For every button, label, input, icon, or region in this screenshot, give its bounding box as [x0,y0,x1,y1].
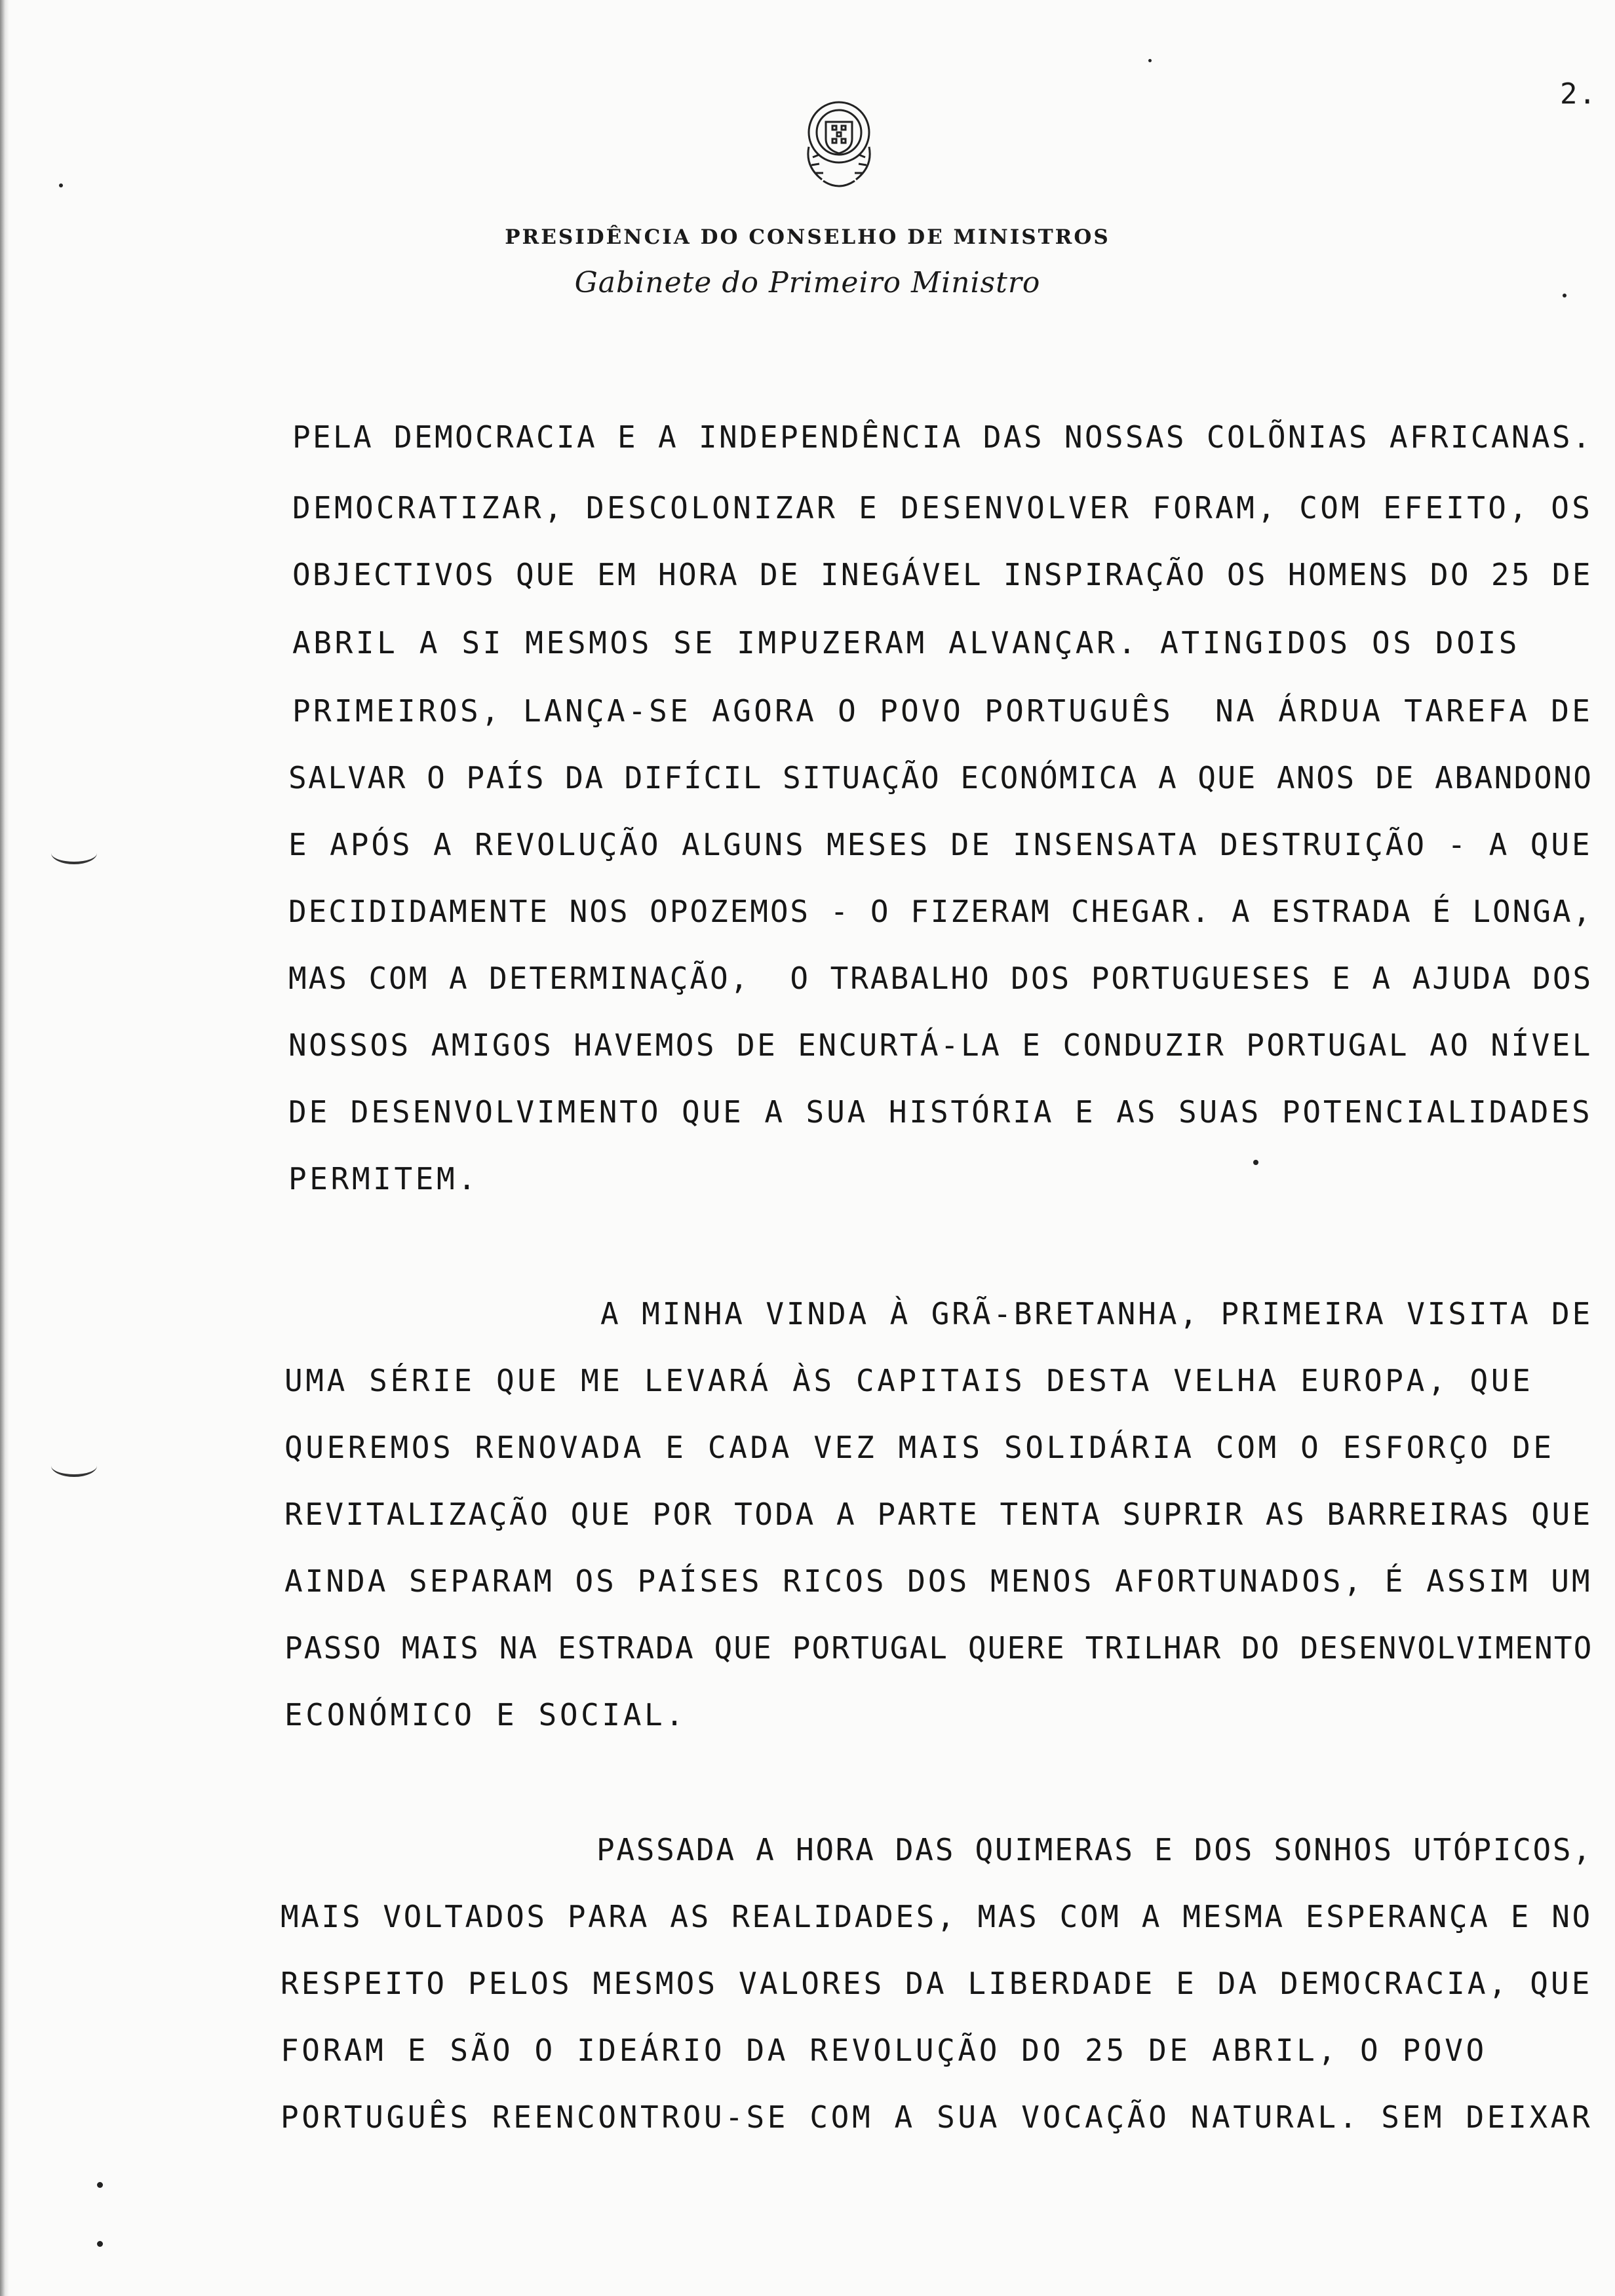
paragraph-1-line: PRIMEIROS, LANÇA-SE AGORA O POVO PORTUGUÊS NA ÁRDUA TAREFA DE [292,693,1593,729]
scan-mark [51,1455,97,1477]
paragraph-1-line: OBJECTIVOS QUE EM HORA DE INEGÁVEL INSPIRAÇÃO OS HOMENS DO 25 DE [292,557,1593,592]
paragraph-2-line: UMA SÉRIE QUE ME LEVARÁ ÀS CAPITAIS DESTA VELHA EUROPA, QUE [284,1363,1534,1398]
scan-speck [97,2241,103,2247]
scan-mark [51,842,97,864]
paragraph-1-line: DECIDIDAMENTE NOS OPOZEMOS - O FIZERAM CHEGAR. A ESTRADA É LONGA, [288,894,1593,929]
paragraph-1-line: DE DESENVOLVIMENTO QUE A SUA HISTÓRIA E AS SUAS POTENCIALIDADES [288,1094,1593,1130]
page-number: 2. [1560,77,1597,111]
scan-speck [97,2182,103,2188]
paragraph-1-line: NOSSOS AMIGOS HAVEMOS DE ENCURTÁ-LA E CONDUZIR PORTUGAL AO NÍVEL [288,1027,1593,1063]
paragraph-2-line: AINDA SEPARAM OS PAÍSES RICOS DOS MENOS AFORTUNADOS, É ASSIM UM [284,1563,1593,1599]
scan-speck [1148,59,1152,62]
scan-speck [1253,1160,1258,1165]
office-title: Gabinete do Primeiro Ministro [574,266,1041,299]
scan-speck [59,183,63,187]
coat-of-arms-seal-icon [787,92,891,197]
paragraph-2-line: REVITALIZAÇÃO QUE POR TODA A PARTE TENTA SUPRIR AS BARREIRAS QUE [284,1497,1593,1532]
paragraph-3-line: PORTUGUÊS REENCONTROU-SE COM A SUA VOCAÇÃO NATURAL. SEM DEIXAR [281,2099,1593,2135]
paragraph-1-line: SALVAR O PAÍS DA DIFÍCIL SITUAÇÃO ECONÓMICA A QUE ANOS DE ABANDONO [288,760,1593,795]
paragraph-1-line: PELA DEMOCRACIA E A INDEPENDÊNCIA DAS NOSSAS COLÕNIAS AFRICANAS. [292,419,1593,455]
paragraph-3-line: RESPEITO PELOS MESMOS VALORES DA LIBERDADE E DA DEMOCRACIA, QUE [281,1966,1593,2001]
paragraph-1-line: DEMOCRATIZAR, DESCOLONIZAR E DESENVOLVER FORAM, COM EFEITO, OS [292,490,1593,526]
binding-edge [0,0,9,2296]
paragraph-2-line: A MINHA VINDA À GRÃ-BRETANHA, PRIMEIRA VISITA DE [600,1296,1593,1331]
organization-title: PRESIDÊNCIA DO CONSELHO DE MINISTROS [505,225,1110,249]
paragraph-1-line: E APÓS A REVOLUÇÃO ALGUNS MESES DE INSENSATA DESTRUIÇÃO - A QUE [288,827,1593,862]
paragraph-1-line: MAS COM A DETERMINAÇÃO, O TRABALHO DOS PORTUGUESES E A AJUDA DOS [288,961,1593,996]
paragraph-3-line: PASSADA A HORA DAS QUIMERAS E DOS SONHOS UTÓPICOS, [596,1832,1593,1867]
paragraph-3-line: FORAM E SÃO O IDEÁRIO DA REVOLUÇÃO DO 25 DE ABRIL, O POVO [281,2033,1487,2068]
paragraph-1-line: PERMITEM. [288,1161,479,1196]
paragraph-2-line: PASSO MAIS NA ESTRADA QUE PORTUGAL QUERE TRILHAR DO DESENVOLVIMENTO [284,1630,1593,1666]
paragraph-3-line: MAIS VOLTADOS PARA AS REALIDADES, MAS COM A MESMA ESPERANÇA E NO [281,1899,1593,1934]
paragraph-2-line: ECONÓMICO E SOCIAL. [284,1697,687,1732]
paragraph-2-line: QUEREMOS RENOVADA E CADA VEZ MAIS SOLIDÁRIA COM O ESFORÇO DE [284,1430,1555,1465]
paragraph-1-line: ABRIL A SI MESMOS SE IMPUZERAM ALVANÇAR. ATINGIDOS OS DOIS [292,625,1521,660]
